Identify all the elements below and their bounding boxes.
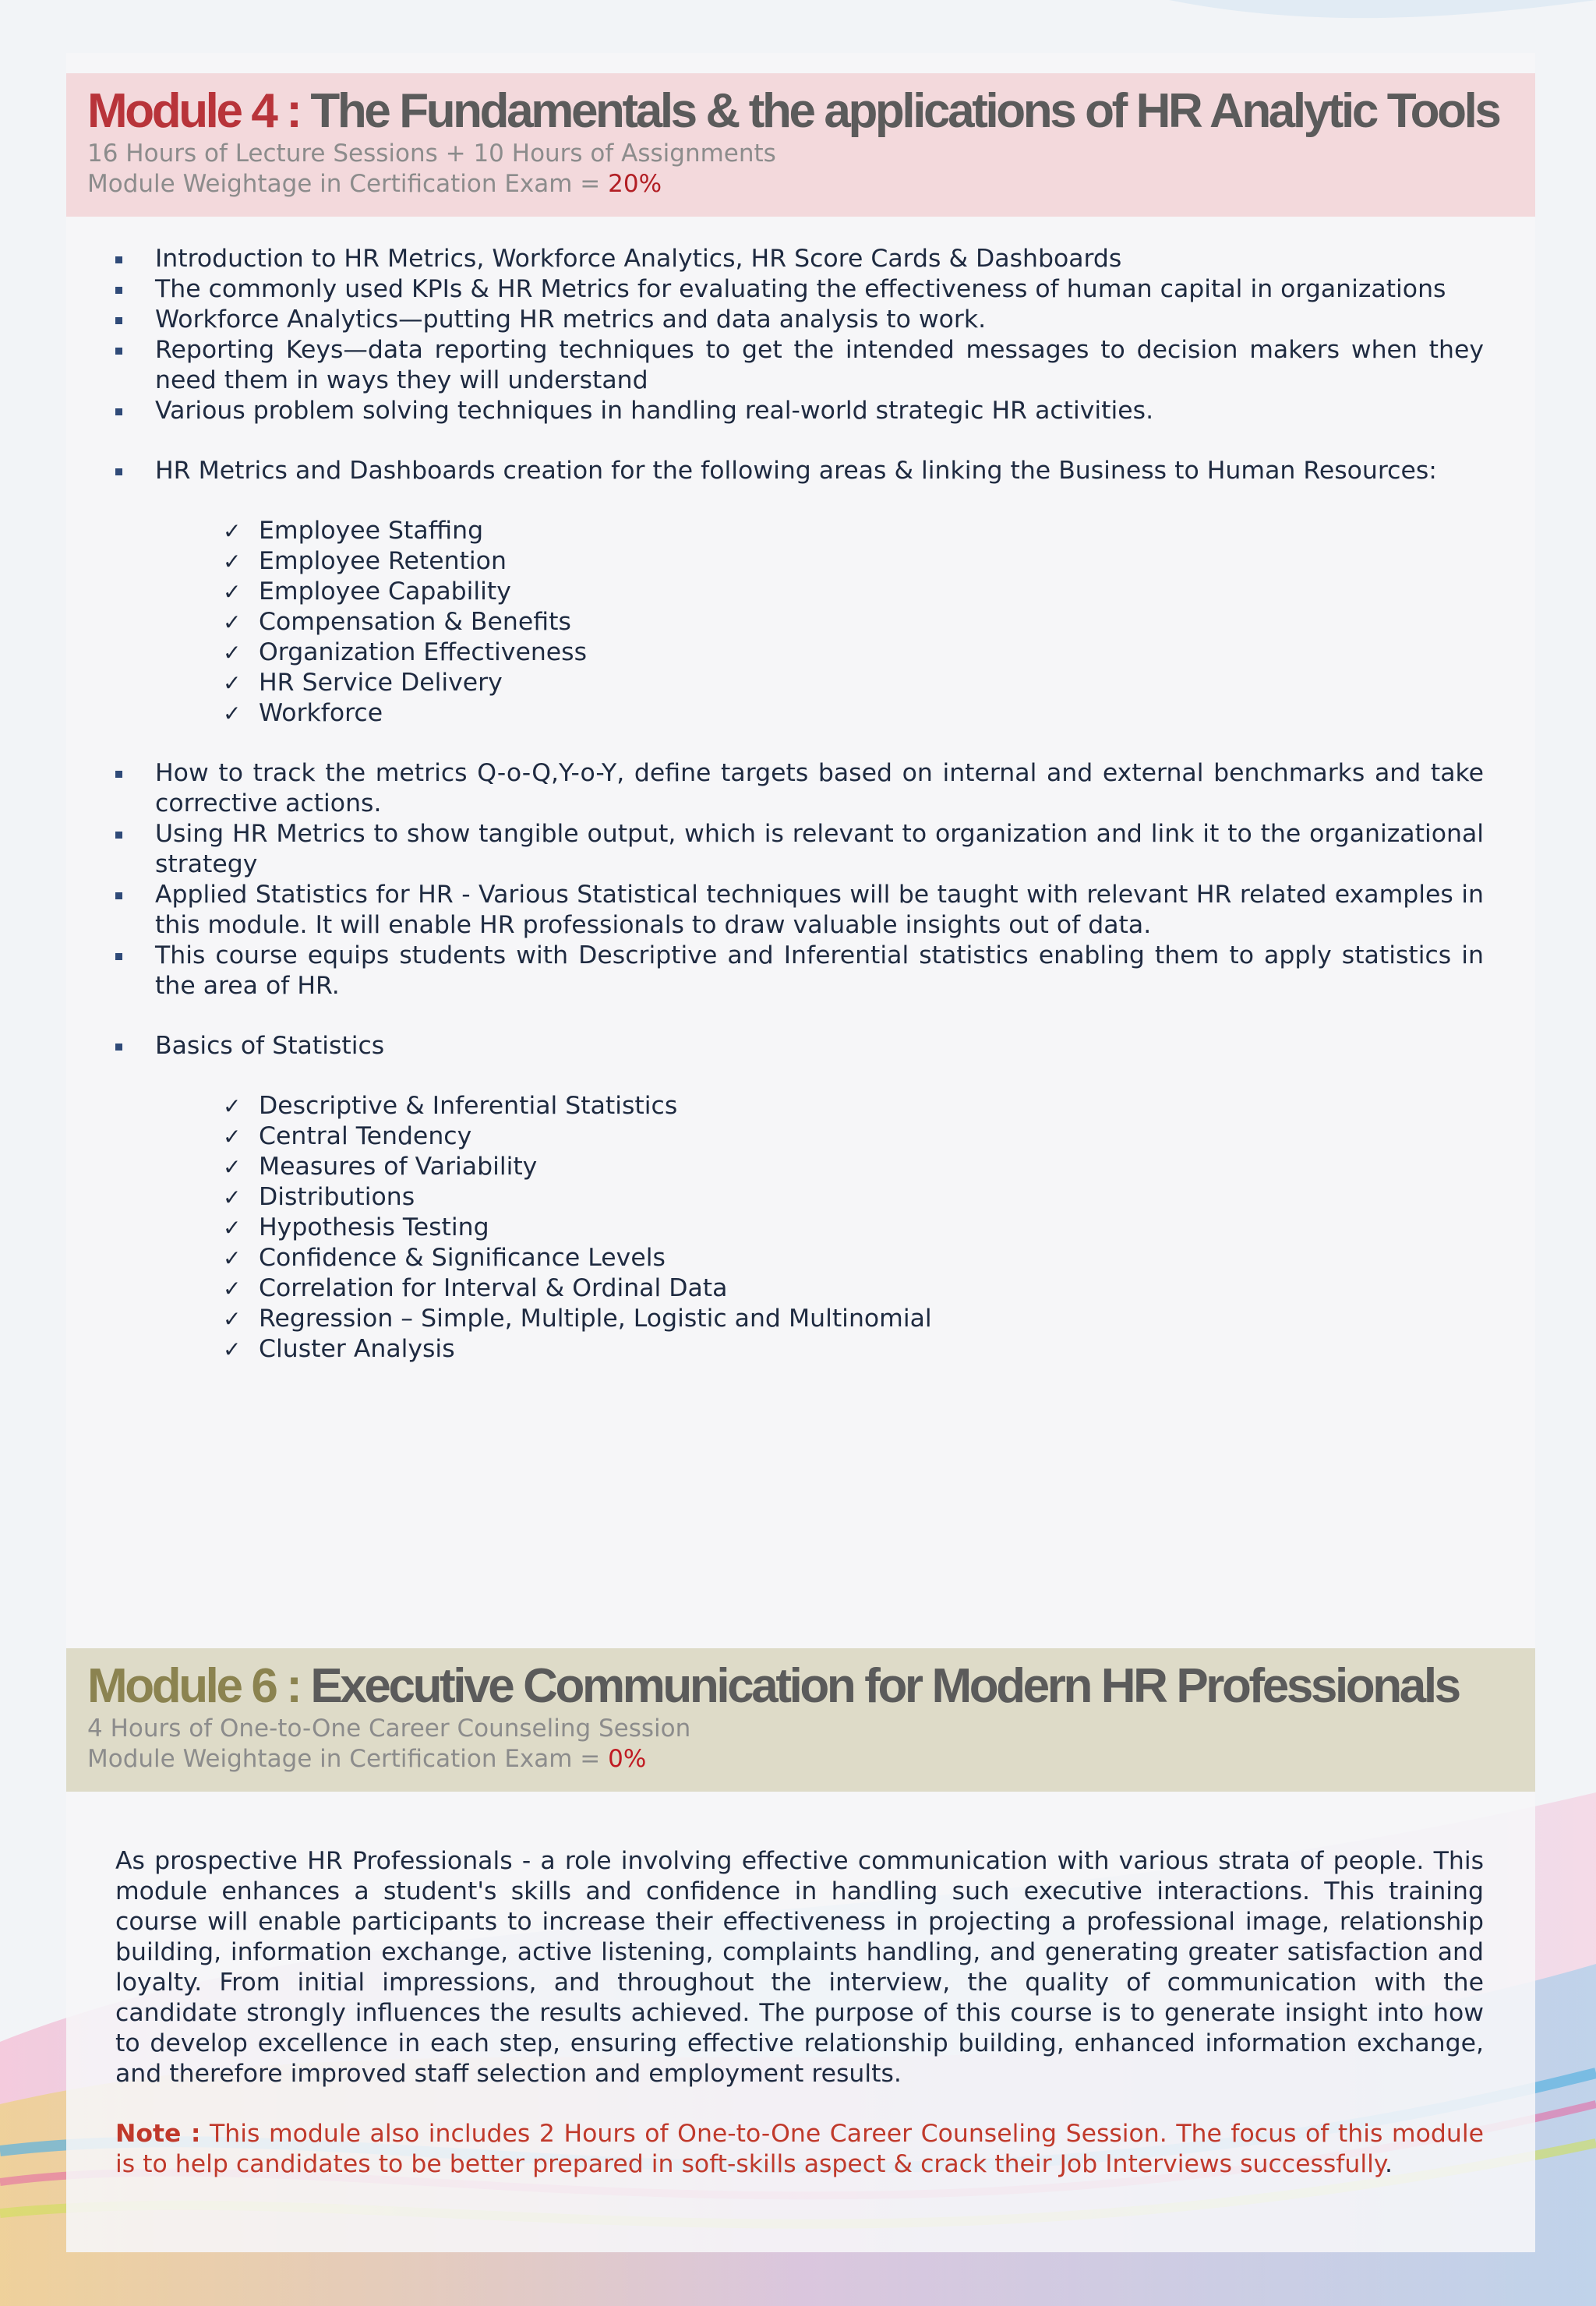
checkmark-icon: ✓ (223, 579, 242, 605)
module4-intro-list (115, 244, 1484, 426)
module4-title (87, 84, 1535, 139)
check-item: ✓ Organization Effectiveness (223, 638, 587, 666)
check-item: ✓ Workforce (223, 699, 383, 727)
list-item: The commonly used KPIs & HR Metrics for evaluating the effectiveness of human capital in organizations (115, 274, 1484, 305)
module4-dashboards-list (115, 456, 1484, 486)
module4-weightage-value: 20% (608, 170, 662, 198)
check-item: ✓ HR Service Delivery (223, 669, 503, 697)
check-item: ✓ Confidence & Significance Levels (223, 1244, 666, 1272)
check-item: ✓ Correlation for Interval & Ordinal Data (223, 1274, 728, 1302)
checkmark-icon: ✓ (223, 670, 242, 696)
list-item: Various problem solving techniques in handling real-world strategic HR activities. (115, 396, 1484, 426)
module6-weightage (87, 1744, 1535, 1775)
checkmark-icon: ✓ (223, 1337, 242, 1362)
list-item: Using HR Metrics to show tangible output, which is relevant to organization and link it to the organizational strategy (115, 819, 1484, 880)
checkmark-icon: ✓ (223, 1306, 242, 1332)
check-item: ✓ Distributions (223, 1183, 415, 1211)
square-bullet-icon (115, 771, 122, 778)
check-item: ✓ Measures of Variability (223, 1153, 538, 1181)
check-item: ✓ Employee Retention (223, 547, 507, 575)
check-item: ✓ Descriptive & Inferential Statistics (223, 1092, 678, 1120)
square-bullet-icon (115, 1044, 122, 1051)
module4-header (66, 73, 1535, 217)
note-end: . (1385, 2150, 1393, 2178)
module4-metrics-list (115, 758, 1484, 1001)
module4-content (115, 244, 1484, 1365)
module6-hours: 4 Hours of One-to-One Career Counseling Session (87, 1714, 691, 1743)
module6-title (87, 1659, 1535, 1714)
square-bullet-icon (115, 468, 122, 475)
checkmark-icon: ✓ (223, 1185, 242, 1210)
checkmark-icon: ✓ (223, 609, 242, 635)
square-bullet-icon (115, 317, 122, 324)
checkmark-icon: ✓ (223, 1124, 242, 1149)
check-item: ✓ Central Tendency (223, 1122, 472, 1150)
square-bullet-icon (115, 287, 122, 294)
square-bullet-icon (115, 348, 122, 355)
note-text: This module also includes 2 Hours of One-to-One Career Counseling Session. The focus of this module is to help candidates to be better prepared in soft-skills aspect & crack their Job Interviews successfully (115, 2120, 1484, 2178)
checkmark-icon: ✓ (223, 701, 242, 726)
module4-statistics-topics (115, 1091, 1484, 1365)
list-item: HR Metrics and Dashboards creation for the following areas & linking the Business to Human Resources: (115, 456, 1484, 486)
check-item: ✓ Regression – Simple, Multiple, Logistic and Multinomial (223, 1305, 932, 1333)
module4-hours: 16 Hours of Lecture Sessions + 10 Hours of Assignments (87, 139, 776, 168)
module6-header (66, 1648, 1535, 1792)
square-bullet-icon (115, 892, 122, 899)
square-bullet-icon (115, 832, 122, 839)
checkmark-icon: ✓ (223, 640, 242, 666)
module4-weightage (87, 169, 1535, 200)
check-item: ✓ Hypothesis Testing (223, 1213, 489, 1241)
list-item: How to track the metrics Q-o-Q,Y-o-Y, define targets based on internal and external benchmarks and take corrective actions. (115, 758, 1484, 819)
module4-number: Module 4 : (87, 84, 300, 138)
list-item: Basics of Statistics (115, 1031, 1484, 1061)
module6-number: Module 6 : (87, 1659, 300, 1713)
module6-weightage-value: 0% (608, 1745, 647, 1773)
checkmark-icon: ✓ (223, 1154, 242, 1180)
module6-note (115, 2119, 1484, 2180)
module4-weightage-label: Module Weightage in Certification Exam = (87, 170, 609, 198)
check-item: ✓ Employee Staffing (223, 517, 484, 545)
checkmark-icon: ✓ (223, 549, 242, 574)
checkmark-icon: ✓ (223, 1215, 242, 1241)
module4-areas-list (115, 516, 1484, 729)
check-item: ✓ Compensation & Benefits (223, 608, 571, 636)
note-label: Note : (115, 2120, 201, 2148)
module6-weightage-label: Module Weightage in Certification Exam = (87, 1745, 609, 1773)
module6-name: Executive Communication for Modern HR Professionals (310, 1659, 1459, 1713)
checkmark-icon: ✓ (223, 518, 242, 544)
list-item: Introduction to HR Metrics, Workforce Analytics, HR Score Cards & Dashboards (115, 244, 1484, 274)
module4-name: The Fundamentals & the applications of HR Analytic Tools (310, 84, 1499, 138)
checkmark-icon: ✓ (223, 1276, 242, 1301)
list-item: This course equips students with Descriptive and Inferential statistics enabling them to apply statistics in the area of HR. (115, 941, 1484, 1001)
list-item: Applied Statistics for HR - Various Statistical techniques will be taught with relevant HR related examples in this module. It will enable HR professionals to draw valuable insights out of data. (115, 880, 1484, 941)
square-bullet-icon (115, 953, 122, 960)
checkmark-icon: ✓ (223, 1093, 242, 1119)
list-item: Reporting Keys—data reporting techniques to get the intended messages to decision makers when they need them in ways they will understand (115, 335, 1484, 396)
module6-content (115, 1846, 1484, 2180)
list-item: Workforce Analytics—putting HR metrics and data analysis to work. (115, 305, 1484, 335)
check-item: ✓ Employee Capability (223, 577, 511, 606)
module4-statistics-list (115, 1031, 1484, 1061)
checkmark-icon: ✓ (223, 1245, 242, 1271)
square-bullet-icon (115, 408, 122, 415)
check-item: ✓ Cluster Analysis (223, 1335, 455, 1363)
square-bullet-icon (115, 256, 122, 263)
module6-description: As prospective HR Professionals - a role involving effective communication with various strata of people. This module enhances a student's skills and confidence in handling such executive interactions. This training course will enable participants to increase their effectiveness in projecting a professional image, relationship building, information exchange, active listening, complaints handling, and generating greater satisfaction and loyalty. From initial impressions, and throughout the interview, the quality of communication with the candidate strongly influences the results achieved. The purpose of this course is to generate insight into how to develop excellence in each step, ensuring effective relationship building, enhanced information exchange, and therefore improved staff selection and employment results. (115, 1847, 1484, 2088)
